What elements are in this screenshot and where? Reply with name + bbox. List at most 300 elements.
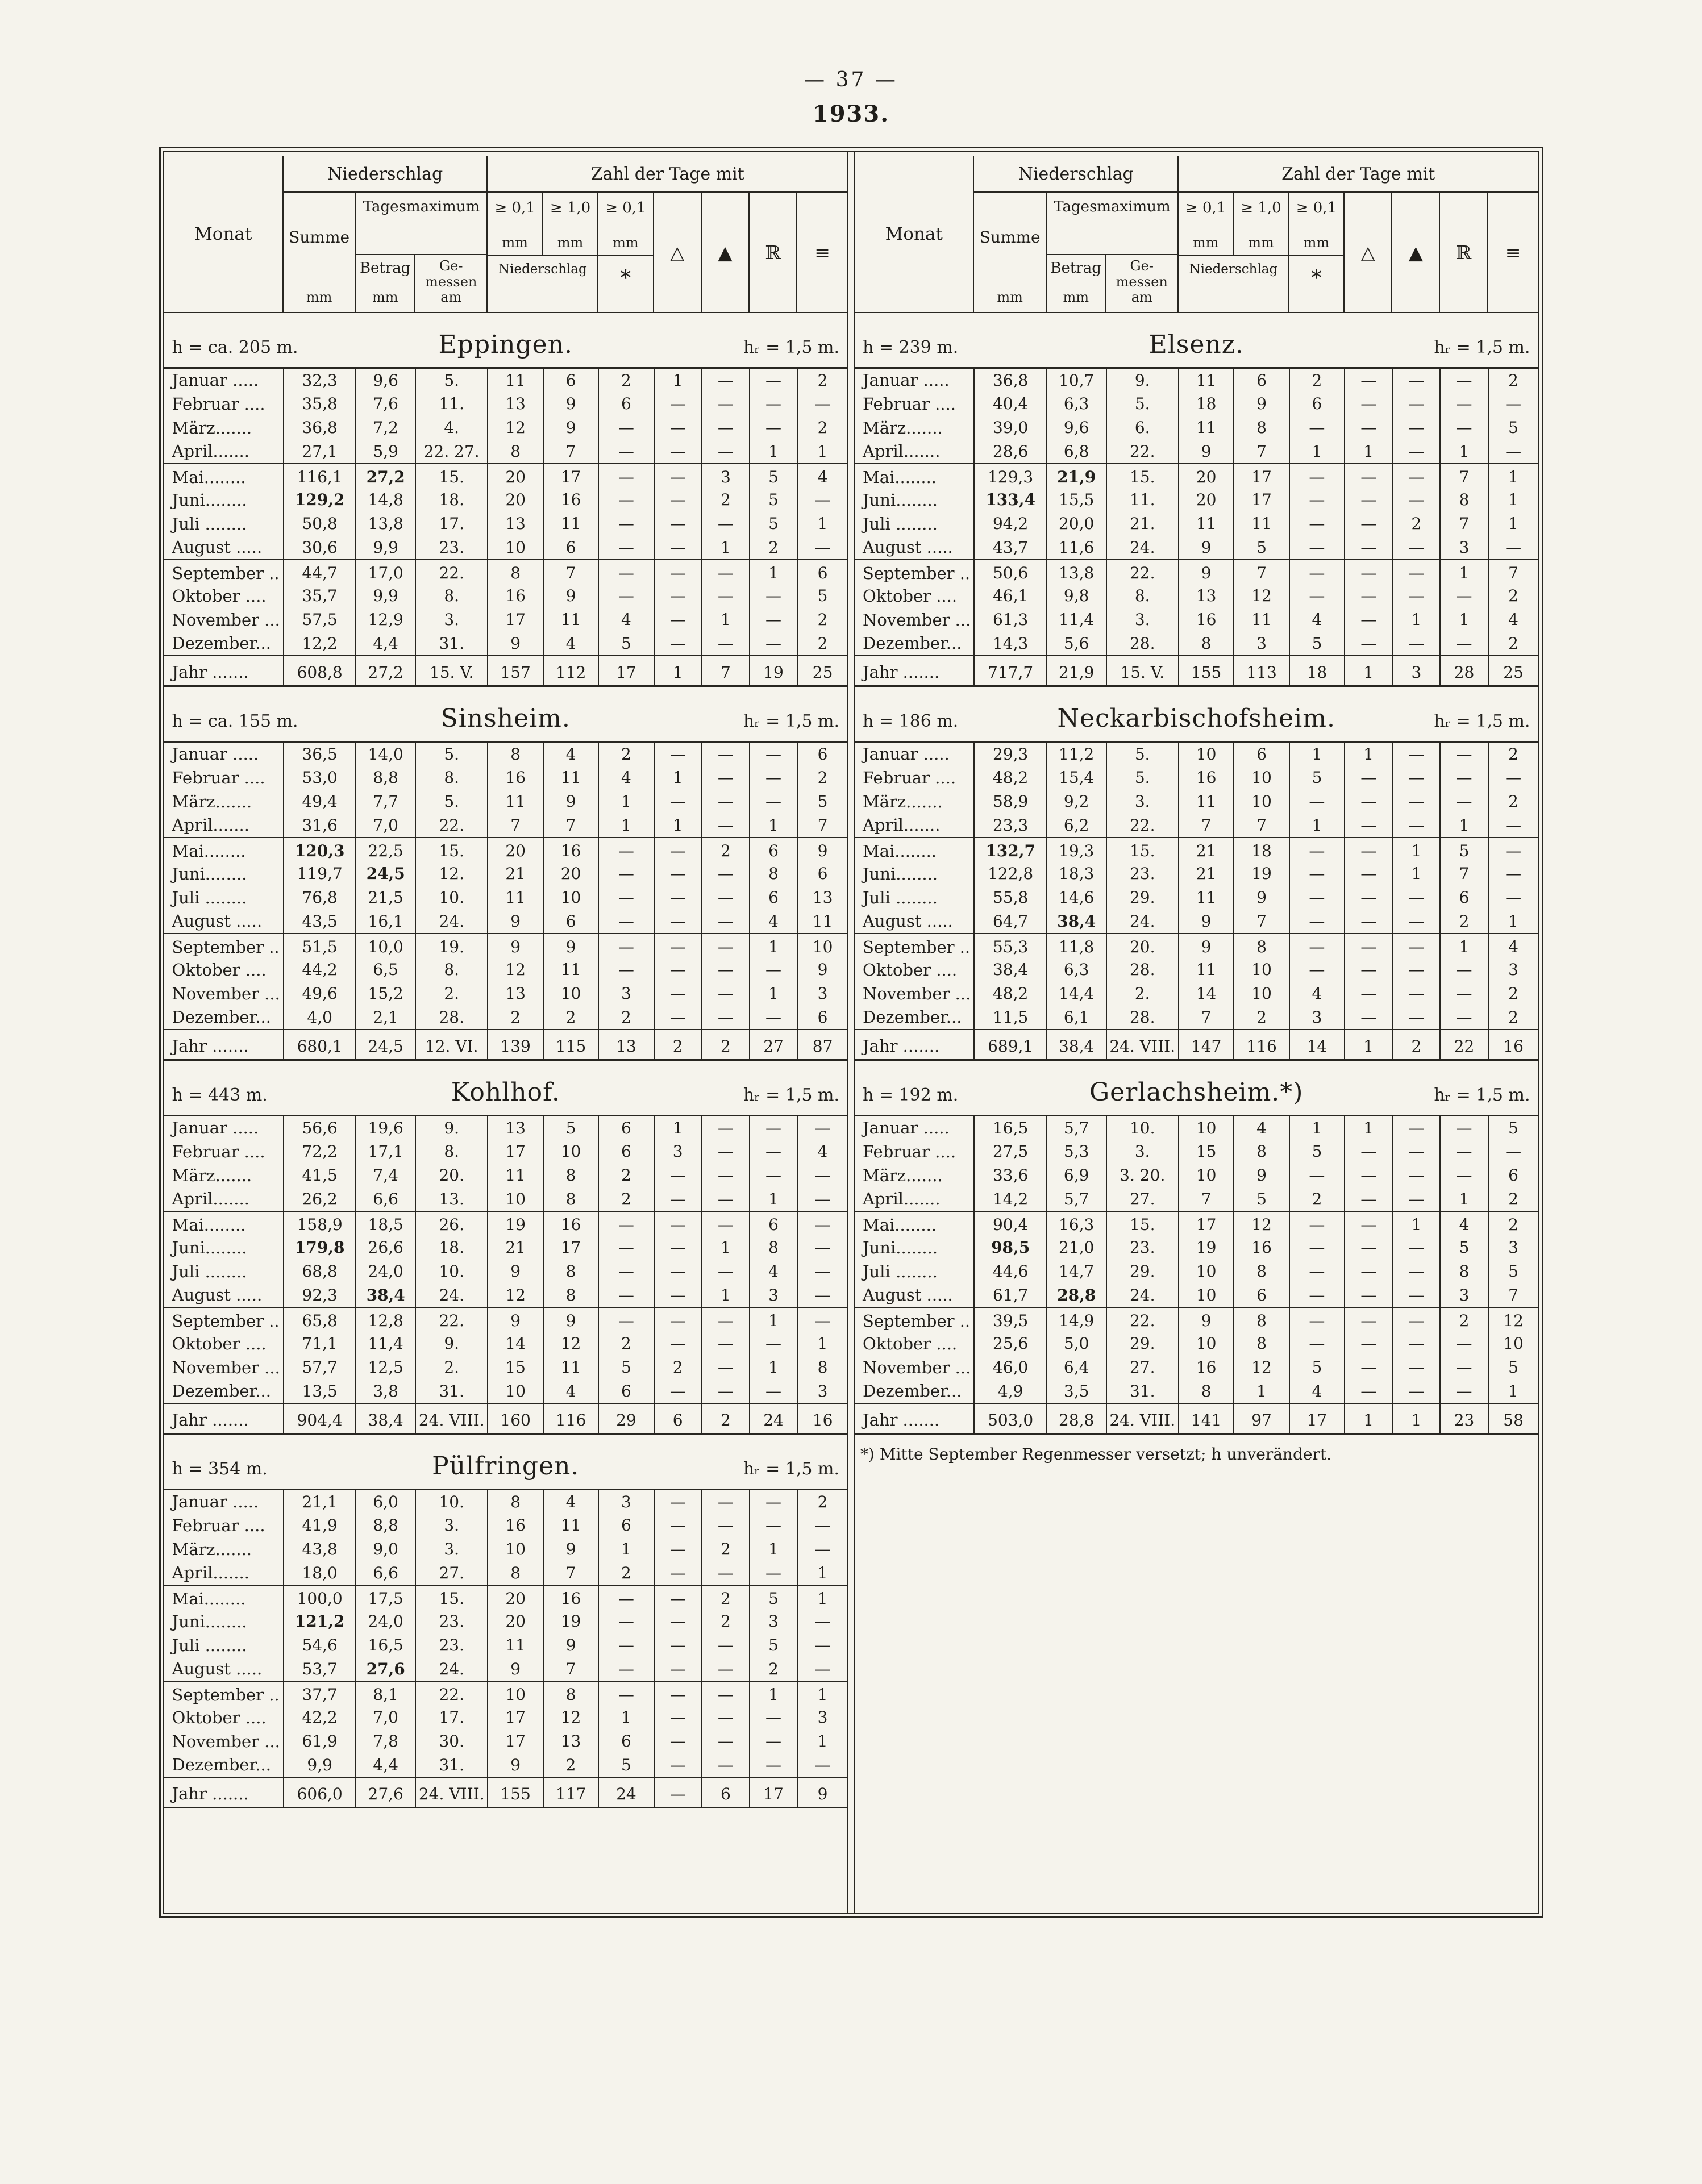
- cell-betrag: 16,3: [1047, 1211, 1106, 1236]
- station-elevation: h = 354 m.: [172, 1459, 268, 1479]
- gemessen-line1: Ge-: [439, 258, 463, 274]
- station-name: Eppingen.: [438, 330, 573, 359]
- cell-thunderstorm: 3: [750, 1283, 797, 1307]
- cell-days-precip-ge01: 10: [1179, 1283, 1234, 1307]
- cell-days-precip-ge10: 12: [543, 1332, 598, 1356]
- month-row: [855, 1164, 1538, 1187]
- station-title: [164, 704, 848, 733]
- month-row: [855, 837, 1538, 862]
- cell-gemessen-am: 8.: [415, 958, 488, 982]
- cell-days-snow-ge01: —: [598, 560, 654, 584]
- cell-fog: —: [814, 1262, 831, 1281]
- cell-days-snow-ge01: 4: [1289, 982, 1345, 1006]
- month-label: März.......: [164, 1537, 284, 1561]
- cell-fog: —: [814, 1612, 831, 1631]
- cell-days-precip-ge10: 11: [543, 1514, 598, 1537]
- cell-gemessen-am: 12.: [415, 862, 488, 886]
- cell-fog: —: [814, 1118, 831, 1137]
- cell-gemessen-am: 20.: [415, 1164, 488, 1187]
- cell-days-precip-ge01: 9: [1179, 910, 1234, 933]
- month-label: Mai........: [164, 1211, 284, 1236]
- betrag-label: Betrag: [1050, 260, 1101, 277]
- month-row: [855, 1356, 1538, 1379]
- header-gemessen-am: [1106, 255, 1179, 312]
- cell-hail: —: [1345, 1356, 1392, 1379]
- cell-days-precip-ge10: 5: [1234, 536, 1289, 560]
- month-row: [164, 1379, 848, 1403]
- cell-graupel: —: [1392, 958, 1440, 982]
- cell-summe: 48,2: [974, 766, 1046, 790]
- cell-days-precip-ge01: 160: [488, 1403, 543, 1434]
- cell-fog: 2: [1488, 1211, 1538, 1236]
- mm-unit: mm: [502, 235, 528, 251]
- cell-hail: 1: [654, 656, 702, 686]
- cell-days-snow-ge01: 17: [1289, 1403, 1345, 1434]
- cell-days-snow-ge01: —: [598, 910, 654, 933]
- cell-summe: 65,8: [284, 1307, 356, 1332]
- header-days-snow-ge01: [1289, 193, 1345, 255]
- month-row: [164, 584, 848, 608]
- cell-thunderstorm: 4: [750, 1260, 797, 1283]
- cell-gemessen-am: 28.: [1106, 632, 1179, 656]
- cell-hail: —: [654, 1610, 702, 1633]
- cell-graupel: —: [702, 742, 750, 766]
- cell-gemessen-am: 24.: [415, 910, 488, 933]
- cell-days-precip-ge01: 7: [488, 814, 543, 837]
- cell-graupel: —: [1392, 1379, 1440, 1403]
- cell-days-precip-ge01: 16: [1179, 766, 1234, 790]
- cell-graupel: —: [702, 1116, 750, 1140]
- cell-days-snow-ge01: —: [598, 1681, 654, 1706]
- cell-summe: 28,6: [974, 440, 1046, 464]
- cell-days-precip-ge10: 3: [1234, 632, 1289, 656]
- snow-icon: ∗: [598, 255, 654, 312]
- cell-hail: —: [1345, 958, 1392, 982]
- month-row: [164, 814, 848, 837]
- cell-hail: —: [1345, 536, 1392, 560]
- cell-days-precip-ge10: 5: [543, 1116, 598, 1140]
- cell-betrag: 11,8: [1047, 933, 1106, 958]
- cell-hail: —: [654, 1706, 702, 1729]
- station-eppingen: [164, 330, 848, 687]
- cell-summe: 26,2: [284, 1187, 356, 1211]
- cell-thunderstorm: 8: [1440, 1260, 1488, 1283]
- cell-graupel: —: [1392, 1116, 1440, 1140]
- cell-gemessen-am: 23.: [1106, 862, 1179, 886]
- cell-graupel: —: [1392, 910, 1440, 933]
- cell-days-precip-ge01: 15: [488, 1356, 543, 1379]
- cell-summe: 39,0: [974, 416, 1046, 440]
- cell-hail: —: [1345, 392, 1392, 416]
- cell-betrag: 17,0: [356, 560, 415, 584]
- month-label: November ...: [164, 1356, 284, 1379]
- cell-betrag: 9,2: [1047, 790, 1106, 814]
- cell-fog: 5: [1508, 1118, 1518, 1137]
- cell-days-snow-ge01: 3: [1289, 1006, 1345, 1030]
- cell-days-precip-ge01: 19: [488, 1211, 543, 1236]
- cell-gemessen-am: 30.: [415, 1729, 488, 1753]
- month-label: Dezember...: [164, 632, 284, 656]
- left-column: [164, 152, 848, 1913]
- cell-fog: 1: [797, 1585, 847, 1610]
- cell-fog: —: [814, 1755, 831, 1774]
- jahr-row: [855, 1403, 1538, 1434]
- cell-days-precip-ge10: 4: [543, 1379, 598, 1403]
- cell-hail: —: [1345, 1283, 1392, 1307]
- month-label: Juli ........: [164, 512, 284, 536]
- cell-gemessen-am: 10.: [1106, 1116, 1179, 1140]
- cell-days-snow-ge01: 2: [1289, 368, 1345, 392]
- cell-days-precip-ge01: 155: [488, 1777, 543, 1808]
- month-label: Februar ....: [855, 766, 974, 790]
- cell-betrag: 9,9: [356, 584, 415, 608]
- cell-days-snow-ge01: 1: [598, 1706, 654, 1729]
- cell-days-snow-ge01: —: [1289, 1283, 1345, 1307]
- month-row: [164, 608, 848, 632]
- cell-days-snow-ge01: —: [598, 1585, 654, 1610]
- month-label: Januar .....: [164, 1490, 284, 1514]
- header-zahl-der-tage: Zahl der Tage mit: [488, 156, 847, 193]
- cell-gemessen-am: 17.: [415, 1706, 488, 1729]
- cell-fog: 9: [797, 837, 847, 862]
- fog-icon: ≡: [814, 241, 830, 264]
- cell-betrag: 4,4: [356, 632, 415, 656]
- cell-gemessen-am: 9.: [1106, 368, 1179, 392]
- cell-fog: 2: [817, 370, 828, 390]
- cell-fog: 4: [1508, 610, 1518, 629]
- cell-days-snow-ge01: —: [598, 464, 654, 488]
- cell-hail: —: [654, 632, 702, 656]
- cell-graupel: —: [702, 862, 750, 886]
- cell-days-precip-ge10: 6: [1234, 742, 1289, 766]
- cell-days-precip-ge10: 10: [1234, 790, 1289, 814]
- cell-days-precip-ge01: 20: [488, 488, 543, 512]
- cell-summe: 680,1: [284, 1030, 356, 1060]
- month-row: [164, 790, 848, 814]
- gauge-height: hᵣ = 1,5 m.: [1434, 337, 1530, 357]
- station-puelfringen: [164, 1452, 848, 1808]
- gemessen-line2: messen: [1116, 273, 1168, 290]
- cell-gemessen-am: 3. 20.: [1106, 1164, 1179, 1187]
- cell-gemessen-am: 5.: [1106, 742, 1179, 766]
- month-row: [164, 1537, 848, 1561]
- cell-summe: 30,6: [284, 536, 356, 560]
- cell-thunderstorm: 2: [750, 536, 797, 560]
- cell-summe: 55,8: [974, 886, 1046, 910]
- month-row: [164, 1633, 848, 1657]
- cell-days-snow-ge01: 17: [598, 656, 654, 686]
- cell-graupel: —: [1392, 536, 1440, 560]
- month-label: Oktober ....: [855, 958, 974, 982]
- cell-hail: —: [654, 1777, 702, 1808]
- jahr-row: [164, 1030, 848, 1060]
- cell-thunderstorm: —: [1440, 1006, 1488, 1030]
- cell-days-precip-ge01: 11: [488, 1633, 543, 1657]
- header-niederschlag: Niederschlag: [284, 156, 488, 193]
- cell-days-precip-ge01: 17: [488, 1706, 543, 1729]
- cell-days-precip-ge01: 8: [488, 1490, 543, 1514]
- cell-days-snow-ge01: 4: [1289, 1379, 1345, 1403]
- cell-graupel: —: [702, 886, 750, 910]
- month-row: [164, 1490, 848, 1514]
- month-label: Jahr .......: [855, 656, 974, 686]
- cell-gemessen-am: 9.: [415, 1332, 488, 1356]
- cell-fog: —: [814, 490, 831, 509]
- cell-days-precip-ge10: 116: [543, 1403, 598, 1434]
- month-row: [164, 1610, 848, 1633]
- month-row: [164, 910, 848, 933]
- outer-frame: [159, 147, 1543, 1918]
- cell-hail: —: [654, 1561, 702, 1585]
- cell-fog: 1: [817, 1334, 828, 1353]
- cell-days-precip-ge10: 6: [543, 368, 598, 392]
- station-table-body: [164, 368, 848, 686]
- month-label: August .....: [164, 536, 284, 560]
- cell-thunderstorm: —: [750, 1514, 797, 1537]
- cell-betrag: 28,8: [1047, 1403, 1106, 1434]
- cell-thunderstorm: 17: [750, 1777, 797, 1808]
- cell-days-precip-ge01: 21: [1179, 837, 1234, 862]
- cell-fog: 3: [1508, 1238, 1518, 1257]
- month-row: [855, 440, 1538, 464]
- cell-days-precip-ge10: 9: [1234, 392, 1289, 416]
- cell-betrag: 6,9: [1047, 1164, 1106, 1187]
- station-table-body: [855, 742, 1538, 1060]
- cell-betrag: 9,6: [356, 368, 415, 392]
- header-betrag: [356, 255, 415, 312]
- cell-days-snow-ge01: —: [1289, 560, 1345, 584]
- cell-summe: 58,9: [974, 790, 1046, 814]
- cell-gemessen-am: 3.: [1106, 1140, 1179, 1164]
- cell-betrag: 7,4: [356, 1164, 415, 1187]
- cell-thunderstorm: —: [750, 632, 797, 656]
- cell-summe: 49,4: [284, 790, 356, 814]
- cell-gemessen-am: 24. VIII.: [415, 1403, 488, 1434]
- cell-graupel: —: [1392, 368, 1440, 392]
- cell-betrag: 8,8: [356, 766, 415, 790]
- cell-graupel: —: [1392, 1164, 1440, 1187]
- cell-thunderstorm: —: [1440, 392, 1488, 416]
- station-name: Sinsheim.: [440, 704, 571, 733]
- cell-graupel: —: [702, 392, 750, 416]
- cell-thunderstorm: 8: [750, 862, 797, 886]
- cell-days-precip-ge10: 17: [543, 1236, 598, 1260]
- month-label: November ...: [164, 982, 284, 1006]
- cell-gemessen-am: 17.: [415, 512, 488, 536]
- month-label: März.......: [855, 790, 974, 814]
- cell-days-precip-ge10: 7: [1234, 560, 1289, 584]
- month-label: August .....: [855, 1283, 974, 1307]
- cell-graupel: —: [702, 982, 750, 1006]
- cell-days-precip-ge01: 9: [1179, 1307, 1234, 1332]
- cell-betrag: 12,9: [356, 608, 415, 632]
- cell-summe: 76,8: [284, 886, 356, 910]
- cell-hail: —: [1345, 416, 1392, 440]
- cell-graupel: 1: [702, 1236, 750, 1260]
- cell-summe: 68,8: [284, 1260, 356, 1283]
- cell-gemessen-am: 20.: [1106, 933, 1179, 958]
- month-label: November ...: [855, 1356, 974, 1379]
- cell-betrag: 13,8: [1047, 560, 1106, 584]
- cell-summe: 119,7: [284, 862, 356, 886]
- cell-days-snow-ge01: —: [598, 1610, 654, 1633]
- cell-hail: —: [654, 1006, 702, 1030]
- cell-days-snow-ge01: —: [1289, 1164, 1345, 1187]
- cell-days-precip-ge01: 19: [1179, 1236, 1234, 1260]
- cell-days-snow-ge01: —: [1289, 1236, 1345, 1260]
- cell-gemessen-am: 3.: [1106, 608, 1179, 632]
- cell-graupel: —: [702, 1332, 750, 1356]
- cell-fog: —: [1488, 837, 1538, 862]
- cell-days-precip-ge01: 17: [488, 1140, 543, 1164]
- station-title: [855, 1078, 1538, 1107]
- cell-betrag: 21,9: [1047, 464, 1106, 488]
- month-label: Dezember...: [855, 1006, 974, 1030]
- cell-betrag: 6,6: [356, 1561, 415, 1585]
- cell-fog: 12: [1488, 1307, 1538, 1332]
- cell-betrag: 7,6: [356, 392, 415, 416]
- cell-days-precip-ge10: 7: [1234, 440, 1289, 464]
- cell-summe: 71,1: [284, 1332, 356, 1356]
- cell-days-precip-ge01: 20: [488, 837, 543, 862]
- cell-days-precip-ge10: 4: [1234, 1116, 1289, 1140]
- cell-gemessen-am: 11.: [415, 392, 488, 416]
- cell-betrag: 24,0: [356, 1610, 415, 1633]
- cell-thunderstorm: 3: [1440, 1283, 1488, 1307]
- month-label: Jahr .......: [164, 1403, 284, 1434]
- cell-betrag: 21,0: [1047, 1236, 1106, 1260]
- month-label: Mai........: [164, 464, 284, 488]
- cell-hail: —: [654, 464, 702, 488]
- cell-hail: —: [1345, 1211, 1392, 1236]
- cell-days-precip-ge01: 13: [1179, 584, 1234, 608]
- month-label: Jahr .......: [164, 1777, 284, 1808]
- cell-gemessen-am: 22.: [415, 1307, 488, 1332]
- cell-hail: —: [654, 933, 702, 958]
- cell-days-precip-ge01: 21: [488, 862, 543, 886]
- cell-gemessen-am: 10.: [415, 1260, 488, 1283]
- cell-thunderstorm: —: [1440, 1379, 1488, 1403]
- month-label: Mai........: [855, 1211, 974, 1236]
- cell-summe: 121,2: [284, 1610, 356, 1633]
- month-label: Juni........: [164, 862, 284, 886]
- cell-days-precip-ge10: 11: [543, 608, 598, 632]
- cell-summe: 98,5: [974, 1236, 1046, 1260]
- cell-days-precip-ge10: 20: [543, 862, 598, 886]
- cell-graupel: —: [1392, 1006, 1440, 1030]
- cell-summe: 31,6: [284, 814, 356, 837]
- cell-fog: 6: [1508, 1166, 1518, 1185]
- cell-graupel: —: [1392, 464, 1440, 488]
- month-row: [855, 1260, 1538, 1283]
- station-table-body: [164, 1116, 848, 1434]
- mm-unit: mm: [997, 289, 1023, 305]
- cell-hail: —: [654, 742, 702, 766]
- cell-fog: —: [814, 1540, 831, 1558]
- cell-fog: —: [814, 1166, 831, 1185]
- cell-thunderstorm: 3: [1440, 536, 1488, 560]
- cell-summe: 36,8: [974, 368, 1046, 392]
- cell-days-precip-ge01: 11: [1179, 368, 1234, 392]
- cell-gemessen-am: 31.: [1106, 1379, 1179, 1403]
- cell-fog: —: [814, 537, 831, 557]
- gemessen-line3: am: [1131, 289, 1152, 306]
- cell-betrag: 12,8: [356, 1307, 415, 1332]
- cell-betrag: 5,9: [356, 440, 415, 464]
- cell-fog: —: [797, 1211, 847, 1236]
- cell-betrag: 38,4: [356, 1283, 415, 1307]
- cell-thunderstorm: —: [1440, 368, 1488, 392]
- cell-hail: —: [654, 1633, 702, 1657]
- cell-hail: —: [1345, 632, 1392, 656]
- month-label: Februar ....: [855, 392, 974, 416]
- cell-days-snow-ge01: —: [1289, 1211, 1345, 1236]
- cell-hail: —: [1345, 512, 1392, 536]
- cell-summe: 129,3: [974, 464, 1046, 488]
- cell-hail: —: [1345, 862, 1392, 886]
- cell-days-snow-ge01: —: [598, 416, 654, 440]
- cell-days-precip-ge01: 13: [488, 982, 543, 1006]
- month-label: Februar ....: [164, 392, 284, 416]
- month-label: August .....: [164, 910, 284, 933]
- cell-days-precip-ge10: 7: [1234, 814, 1289, 837]
- cell-graupel: —: [702, 1164, 750, 1187]
- month-row: [855, 766, 1538, 790]
- cell-graupel: —: [702, 1006, 750, 1030]
- cell-betrag: 9,9: [356, 536, 415, 560]
- cell-betrag: 22,5: [356, 837, 415, 862]
- cell-thunderstorm: 1: [750, 1356, 797, 1379]
- cell-days-snow-ge01: —: [1289, 1332, 1345, 1356]
- cell-hail: —: [654, 440, 702, 464]
- cell-days-precip-ge01: 10: [1179, 742, 1234, 766]
- cell-hail: —: [1345, 1307, 1392, 1332]
- cell-days-snow-ge01: —: [598, 512, 654, 536]
- cell-betrag: 9,8: [1047, 584, 1106, 608]
- cell-fog: 6: [797, 560, 847, 584]
- cell-summe: 132,7: [974, 837, 1046, 862]
- cell-betrag: 18,3: [1047, 862, 1106, 886]
- cell-days-precip-ge01: 17: [488, 608, 543, 632]
- gemessen-line1: Ge-: [1130, 258, 1154, 274]
- cell-gemessen-am: 22.: [1106, 560, 1179, 584]
- cell-days-snow-ge01: —: [1289, 464, 1345, 488]
- month-row: [164, 1356, 848, 1379]
- cell-fog: 6: [817, 864, 828, 883]
- cell-hail: —: [654, 560, 702, 584]
- cell-summe: 41,5: [284, 1164, 356, 1187]
- cell-days-precip-ge10: 10: [1234, 958, 1289, 982]
- cell-thunderstorm: 1: [750, 440, 797, 464]
- cell-hail: —: [654, 1753, 702, 1777]
- cell-days-snow-ge01: —: [1289, 488, 1345, 512]
- station-elevation: h = ca. 205 m.: [172, 337, 298, 357]
- cell-days-precip-ge10: 11: [1234, 512, 1289, 536]
- cell-betrag: 19,3: [1047, 837, 1106, 862]
- cell-betrag: 14,0: [356, 742, 415, 766]
- cell-betrag: 16,5: [356, 1633, 415, 1657]
- cell-days-precip-ge10: 8: [1234, 1260, 1289, 1283]
- cell-fog: 16: [797, 1403, 847, 1434]
- month-row: [164, 837, 848, 862]
- cell-graupel: —: [1392, 766, 1440, 790]
- cell-summe: 53,0: [284, 766, 356, 790]
- cell-gemessen-am: 15.: [415, 464, 488, 488]
- cell-days-precip-ge01: 141: [1179, 1403, 1234, 1434]
- cell-days-precip-ge10: 7: [543, 814, 598, 837]
- cell-betrag: 15,2: [356, 982, 415, 1006]
- cell-days-precip-ge01: 11: [488, 368, 543, 392]
